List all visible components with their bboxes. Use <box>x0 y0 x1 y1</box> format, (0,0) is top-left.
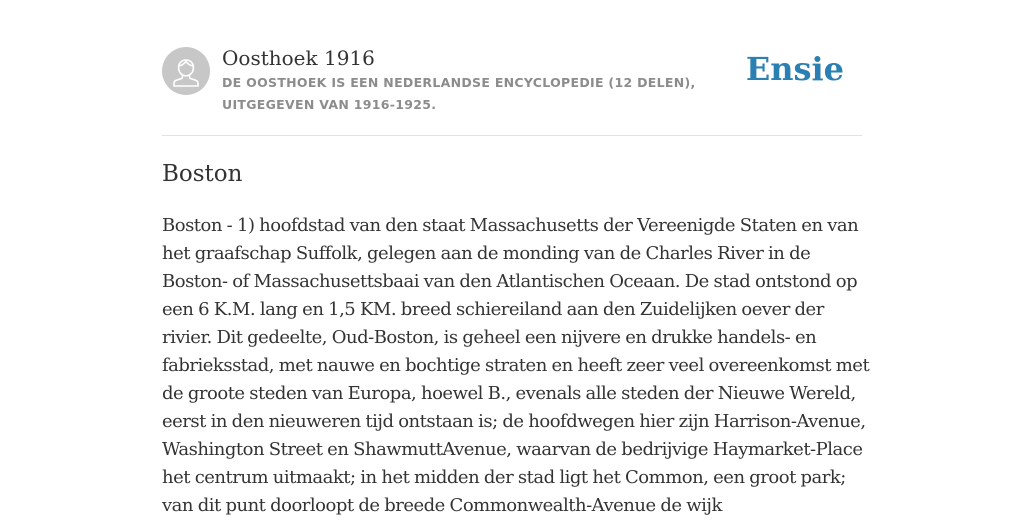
source-header <box>162 0 862 136</box>
brand-logo-link[interactable]: Ensie <box>745 50 844 88</box>
source-description: DE OOSTHOEK IS EEN NEDERLANDSE ENCYCLOPEDIE (12 DELEN), UITGEGEVEN VAN 1916-1925. <box>222 75 696 112</box>
article-title: Boston <box>162 161 243 187</box>
source-title[interactable]: Oosthoek 1916 <box>222 46 375 70</box>
article-body: Boston - 1) hoofdstad van den staat Massachusetts der Vereenigde Staten en van het graafschap Suffolk, gelegen aan de monding van de Charles River in de Boston- of Massachusettsbaai van den Atlantischen Oceaan. De stad ontstond op een 6 K.M. lang en 1,5 KM. breed schiereiland aan den Zuidelijken oever der rivier. Dit gedeelte, Oud-Boston, is geheel een nijvere en drukke handels- en fabrieksstad, met nauwe en bochtige straten en heeft zeer veel overeenkomst met de groote steden van Europa, hoewel B., evenals alle steden der Nieuwe Wereld, eerst in den nieuweren tijd ontstaan is; de hoofdwegen hier zijn Harrison-Avenue, Washington Street en ShawmuttAvenue, waarvan de bedrijvige Haymarket-Place het centrum uitmaakt; in het midden der stad ligt het Common, een groot park; van dit punt doorloopt de breede Commonwealth-Avenue de wijk <box>162 215 870 516</box>
user-silhouette-icon <box>162 47 210 95</box>
page <box>162 0 870 516</box>
avatar[interactable] <box>162 47 210 95</box>
